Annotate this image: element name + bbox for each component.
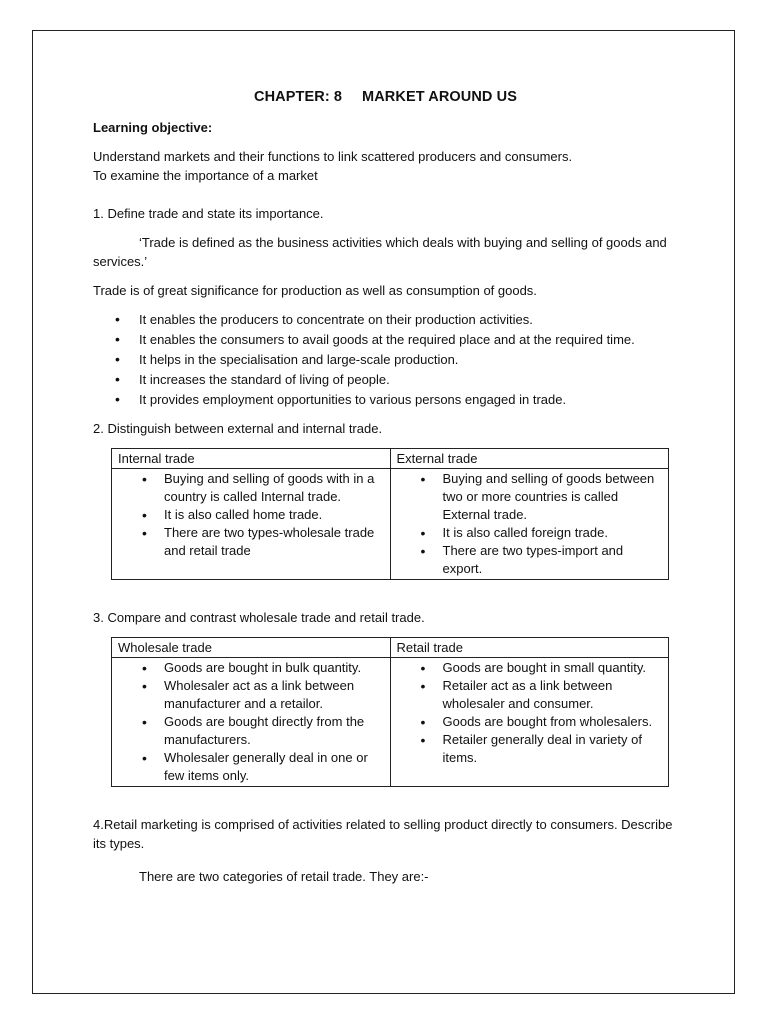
question-3: 3. Compare and contrast wholesale trade and retail trade. xyxy=(93,610,425,625)
list-item: • Goods are bought in small quantity. xyxy=(443,659,663,677)
list-item: • Goods are bought from wholesalers. xyxy=(443,713,663,731)
chapter-heading xyxy=(93,88,678,107)
list-item: • It enables the consumers to avail goods at the required place and at the required time. xyxy=(139,330,678,349)
question-2: 2. Distinguish between external and internal trade. xyxy=(93,421,383,436)
list-item: • Wholesaler act as a link between manufacturer and a retailor. xyxy=(164,677,384,713)
list-item: • Goods are bought directly from the manufacturers. xyxy=(164,713,384,749)
table-cell-wholesale xyxy=(112,658,391,787)
list-item: • It enables the producers to concentrate on their production activities. xyxy=(139,310,678,329)
list-item: • Buying and selling of goods with in a country is called Internal trade. xyxy=(164,470,384,506)
question-1: 1. Define trade and state its importance. xyxy=(93,206,324,221)
list-item: • There are two types-wholesale trade and retail trade xyxy=(164,524,384,560)
table-cell-internal xyxy=(112,469,391,580)
list-item: • It provides employment opportunities to various persons engaged in trade. xyxy=(139,390,678,409)
list-item: • It helps in the specialisation and large-scale production. xyxy=(139,350,678,369)
table-cell-external xyxy=(390,469,669,580)
table-header-external: External trade xyxy=(390,449,669,469)
list-item: • Wholesaler generally deal in one or few items only. xyxy=(164,749,384,785)
list-item: • It is also called foreign trade. xyxy=(443,524,663,542)
chapter-title: MARKET AROUND US xyxy=(362,89,517,105)
table-header-retail: Retail trade xyxy=(390,638,669,658)
table-header-internal: Internal trade xyxy=(112,449,391,469)
list-item: • Retailer generally deal in variety of items. xyxy=(443,731,663,767)
objective-line: Understand markets and their functions to link scattered producers and consumers. xyxy=(93,149,573,164)
retail-categories-intro: There are two categories of retail trade. They are:- xyxy=(139,869,429,884)
list-item: • Goods are bought in bulk quantity. xyxy=(164,659,384,677)
trade-definition: ‘Trade is defined as the business activities which deals with buying and selling of goods and services.’ xyxy=(93,235,667,269)
list-item: • It is also called home trade. xyxy=(164,506,384,524)
list-item: • There are two types-import and export. xyxy=(443,542,663,578)
table-header-wholesale: Wholesale trade xyxy=(112,638,391,658)
document-body xyxy=(93,88,678,886)
trade-significance: Trade is of great significance for production as well as consumption of goods. xyxy=(93,283,537,298)
learning-objective-heading: Learning objective: xyxy=(93,120,213,135)
learning-objectives xyxy=(93,147,678,185)
table-cell-retail xyxy=(390,658,669,787)
trade-importance-list xyxy=(93,310,678,409)
list-item: • Buying and selling of goods between two or more countries is called External trade. xyxy=(443,470,663,524)
question-4: 4.Retail marketing is comprised of activities related to selling product directly to consumers. Describe its types. xyxy=(93,817,673,851)
wholesale-retail-trade-table xyxy=(111,637,669,787)
list-item: • Retailer act as a link between wholesaler and consumer. xyxy=(443,677,663,713)
chapter-number: CHAPTER: 8 xyxy=(254,89,343,105)
objective-line: To examine the importance of a market xyxy=(93,168,318,183)
internal-external-trade-table xyxy=(111,448,669,580)
list-item: • It increases the standard of living of people. xyxy=(139,370,678,389)
